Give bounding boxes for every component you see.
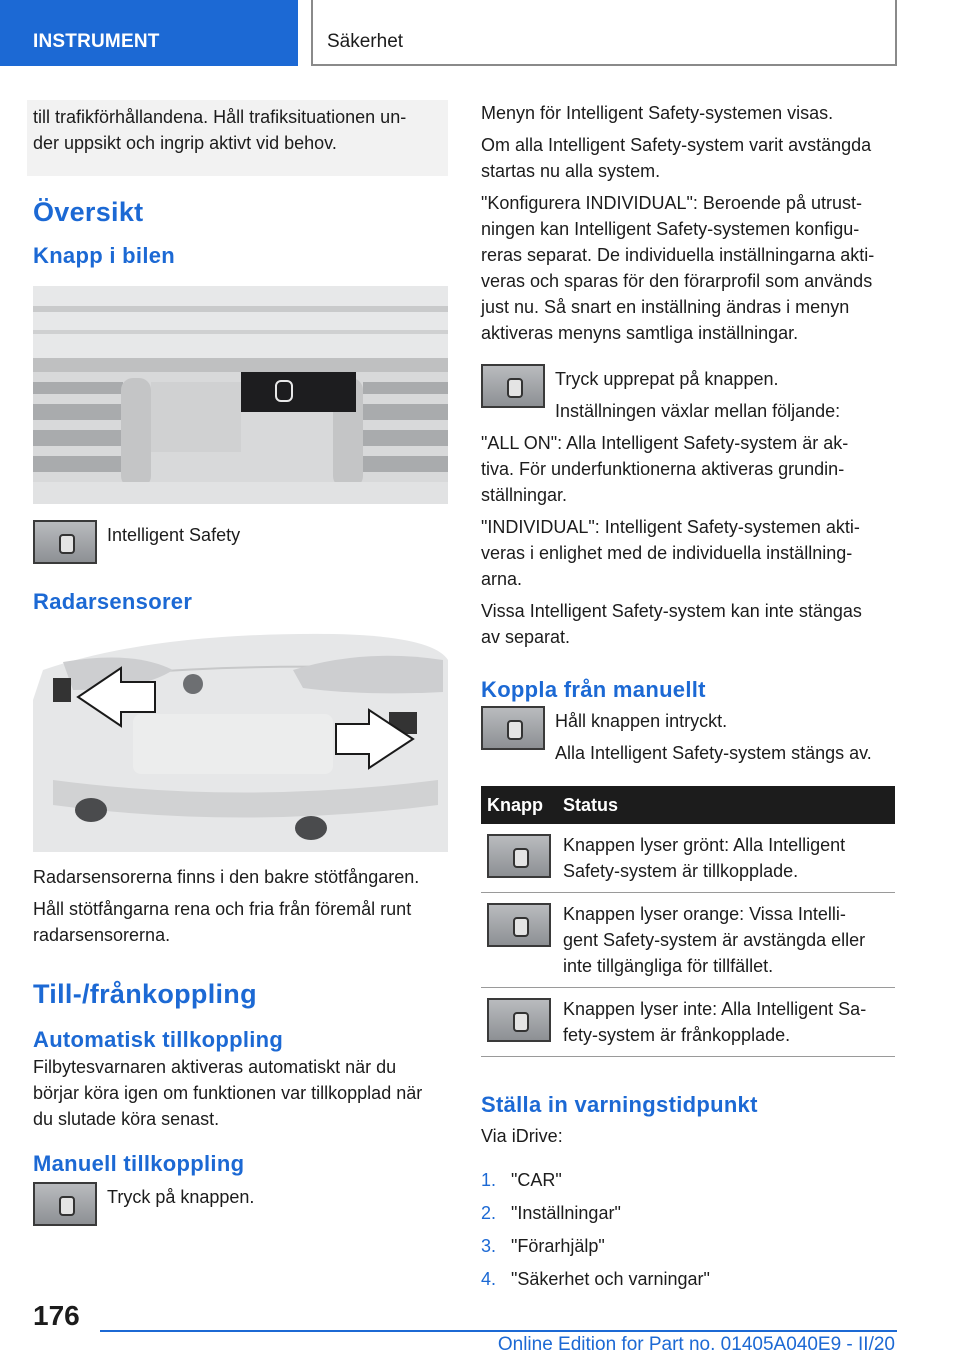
individual-line: arna.	[481, 569, 523, 589]
hold-text: Håll knappen intryckt.	[555, 711, 728, 731]
status-line: gent Safety-system är avstängda eller	[563, 930, 866, 950]
step-text: "CAR"	[511, 1170, 562, 1190]
radar-paragraph-2-line: radarsensorerna.	[33, 925, 171, 945]
page-number: 176	[33, 1300, 80, 1331]
all-on-line: "ALL ON": Alla Intelligent Safety-system är ak-	[481, 433, 849, 453]
individual-config-line: reras separat. De individuella inställningarna akti-	[481, 245, 875, 265]
off-heading: Koppla från manuellt	[481, 677, 706, 702]
button-caption: Intelligent Safety	[107, 525, 241, 545]
warning-time-heading: Ställa in varningstidpunkt	[481, 1092, 758, 1117]
dashboard-illustration	[33, 286, 448, 504]
individual-config-line: ningen kan Intelligent Safety-systemen konfigu-	[481, 219, 860, 239]
table-header-status: Status	[557, 786, 895, 824]
some-systems-line: Vissa Intelligent Safety-system kan inte stängas	[481, 601, 862, 621]
auto-line: Filbytesvarnaren aktiveras automatiskt när du	[33, 1057, 397, 1077]
table-header-row	[481, 786, 895, 824]
step-number: 4.	[481, 1269, 497, 1289]
radar-paragraph-2-line: Håll stötfångarna rena och fria från föremål runt	[33, 899, 412, 919]
all-off-line: Om alla Intelligent Safety-system varit avstängda	[481, 135, 872, 155]
status-line: inte tillgängliga för tillfället.	[563, 956, 774, 976]
rear-car-illustration	[33, 630, 448, 852]
all-on-line: tiva. För underfunktionerna aktiveras grundin-	[481, 459, 845, 479]
individual-line: veras i enlighet med de individuella inställning-	[481, 543, 853, 563]
individual-config-line: veras och sparas för den förarprofil som används	[481, 271, 873, 291]
step-number: 1.	[481, 1170, 497, 1190]
status-line: Safety-system är tillkopplade.	[563, 861, 799, 881]
manual-row	[33, 1182, 448, 1226]
press-repeat-text: Tryck upprepat på knappen.	[555, 369, 779, 389]
all-off-text: Alla Intelligent Safety-system stängs av.	[555, 743, 872, 763]
individual-config-line: just nu. Så snart en inställning ändras i menyn	[481, 297, 850, 317]
auto-line: börjar köra igen om funktionen var tillkopplad när	[33, 1083, 423, 1103]
button-heading: Knapp i bilen	[33, 243, 176, 268]
step-number: 2.	[481, 1203, 497, 1223]
status-line: Knappen lyser grönt: Alla Intelligent	[563, 835, 846, 855]
step-text: "Förarhjälp"	[511, 1236, 605, 1256]
list-item	[481, 1233, 897, 1259]
individual-config-line: "Konfigurera INDIVIDUAL": Beroende på utrust-	[481, 193, 862, 213]
status-line: Knappen lyser inte: Alla Intelligent Sa-	[563, 999, 867, 1019]
status-line: fety-system är frånkopplade.	[563, 1025, 791, 1045]
some-systems-line: av separat.	[481, 627, 571, 647]
note-box	[27, 100, 448, 176]
individual-config-line: aktiveras menyns samtliga inställningar.	[481, 323, 799, 343]
manual-caption: Tryck på knappen.	[107, 1187, 255, 1207]
button-orange-icon	[487, 903, 551, 947]
step-text: "Inställningar"	[511, 1203, 621, 1223]
menu-shown: Menyn för Intelligent Safety-systemen visas.	[481, 103, 834, 123]
note-line: der uppsikt och ingrip aktivt vid behov.	[33, 133, 337, 153]
table-row	[481, 988, 895, 1057]
setting-toggle-text: Inställningen växlar mellan följande:	[555, 401, 841, 421]
all-on-line: ställningar.	[481, 485, 568, 505]
status-table	[481, 786, 895, 1057]
button-green-icon	[487, 834, 551, 878]
idrive-steps	[481, 1167, 897, 1292]
intelligent-safety-row	[33, 520, 448, 564]
hold-row	[481, 706, 897, 772]
intelligent-safety-button-icon	[481, 364, 545, 408]
section-tab	[0, 0, 298, 66]
onoff-heading: Till-/frånkoppling	[33, 979, 257, 1009]
list-item	[481, 1266, 897, 1292]
dashboard-button-photo	[33, 286, 448, 504]
left-column	[33, 100, 448, 1242]
overview-heading: Översikt	[33, 197, 144, 227]
individual-line: "INDIVIDUAL": Intelligent Safety-systemen akti-	[481, 517, 860, 537]
intelligent-safety-button-icon	[33, 1182, 97, 1226]
press-repeat-row	[481, 364, 897, 430]
radar-heading: Radarsensorer	[33, 589, 193, 614]
radar-paragraph-1: Radarsensorerna finns i den bakre stötfångaren.	[33, 867, 420, 887]
intelligent-safety-button-icon	[33, 520, 97, 564]
auto-line: du slutade köra senast.	[33, 1109, 220, 1129]
footer-edition: Online Edition for Part no. 01405A040E9 - II/20	[497, 1334, 895, 1355]
chapter-label: Säkerhet	[327, 31, 404, 52]
all-off-line: startas nu alla system.	[481, 161, 661, 181]
auto-heading: Automatisk tillkoppling	[33, 1027, 284, 1052]
list-item	[481, 1167, 897, 1193]
button-off-icon	[487, 998, 551, 1042]
status-line: Knappen lyser orange: Vissa Intelli-	[563, 904, 846, 924]
table-row	[481, 893, 895, 988]
step-text: "Säkerhet och varningar"	[511, 1269, 710, 1289]
manual-heading: Manuell tillkoppling	[33, 1151, 245, 1176]
chapter-tab	[311, 0, 897, 66]
right-column	[481, 100, 897, 1299]
step-number: 3.	[481, 1236, 497, 1256]
section-label: INSTRUMENT	[33, 31, 160, 52]
list-item	[481, 1200, 897, 1226]
intelligent-safety-button-icon	[481, 706, 545, 750]
table-row	[481, 824, 895, 893]
footer-rule	[100, 1330, 897, 1332]
table-header-button: Knapp	[481, 786, 557, 824]
note-line: till trafikförhållandena. Håll trafiksituationen un-	[33, 107, 407, 127]
rear-bumper-photo	[33, 630, 448, 852]
via-idrive: Via iDrive:	[481, 1126, 563, 1146]
